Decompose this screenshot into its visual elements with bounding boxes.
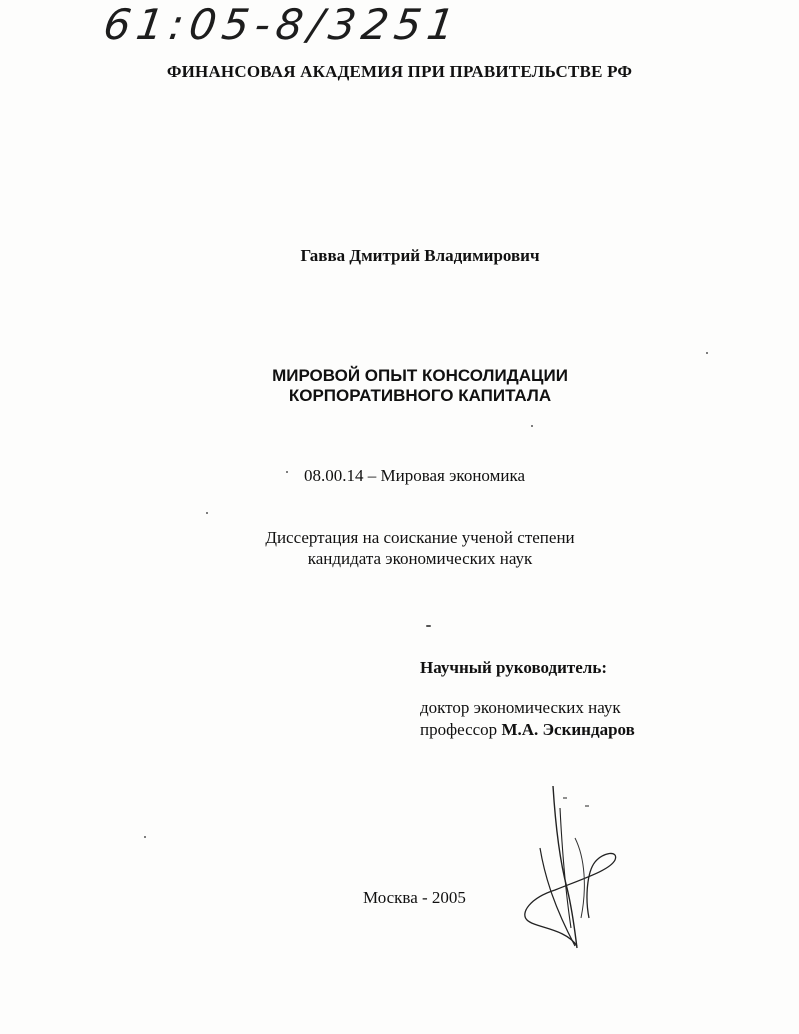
advisor-degree: доктор экономических наук xyxy=(420,698,621,717)
scan-speck xyxy=(426,625,431,627)
advisor-rank-line xyxy=(420,719,635,741)
title-line-1: МИРОВОЙ ОПЫТ КОНСОЛИДАЦИИ xyxy=(272,366,568,385)
advisor-info xyxy=(420,697,635,741)
advisor-rank: профессор xyxy=(420,720,498,739)
advisor-name: М.А. Эскиндаров xyxy=(501,720,635,739)
title-line-2: КОРПОРАТИВНОГО КАПИТАЛА xyxy=(288,386,552,405)
degree-line-1: Диссертация на соискание ученой степени xyxy=(265,528,575,547)
scan-speck xyxy=(206,512,208,514)
scan-speck xyxy=(144,836,146,838)
author-name: Гавва Дмитрий Владимирович xyxy=(300,246,540,265)
signature-icon xyxy=(515,778,625,953)
specialty-code: 08.00.14 – Мировая экономика xyxy=(304,466,525,485)
dissertation-title xyxy=(0,366,799,406)
handwritten-archive-number: 61:05-8/3251 xyxy=(100,0,464,49)
institution-name: ФИНАНСОВАЯ АКАДЕМИЯ ПРИ ПРАВИТЕЛЬСТВЕ РФ xyxy=(166,62,633,81)
scan-speck xyxy=(286,471,288,473)
scan-speck xyxy=(706,352,708,354)
scan-speck xyxy=(531,425,533,427)
degree-statement xyxy=(0,527,799,569)
advisor-heading: Научный руководитель: xyxy=(420,658,607,677)
place-and-year: Москва - 2005 xyxy=(363,888,466,907)
degree-line-2: кандидата экономических наук xyxy=(307,549,533,568)
